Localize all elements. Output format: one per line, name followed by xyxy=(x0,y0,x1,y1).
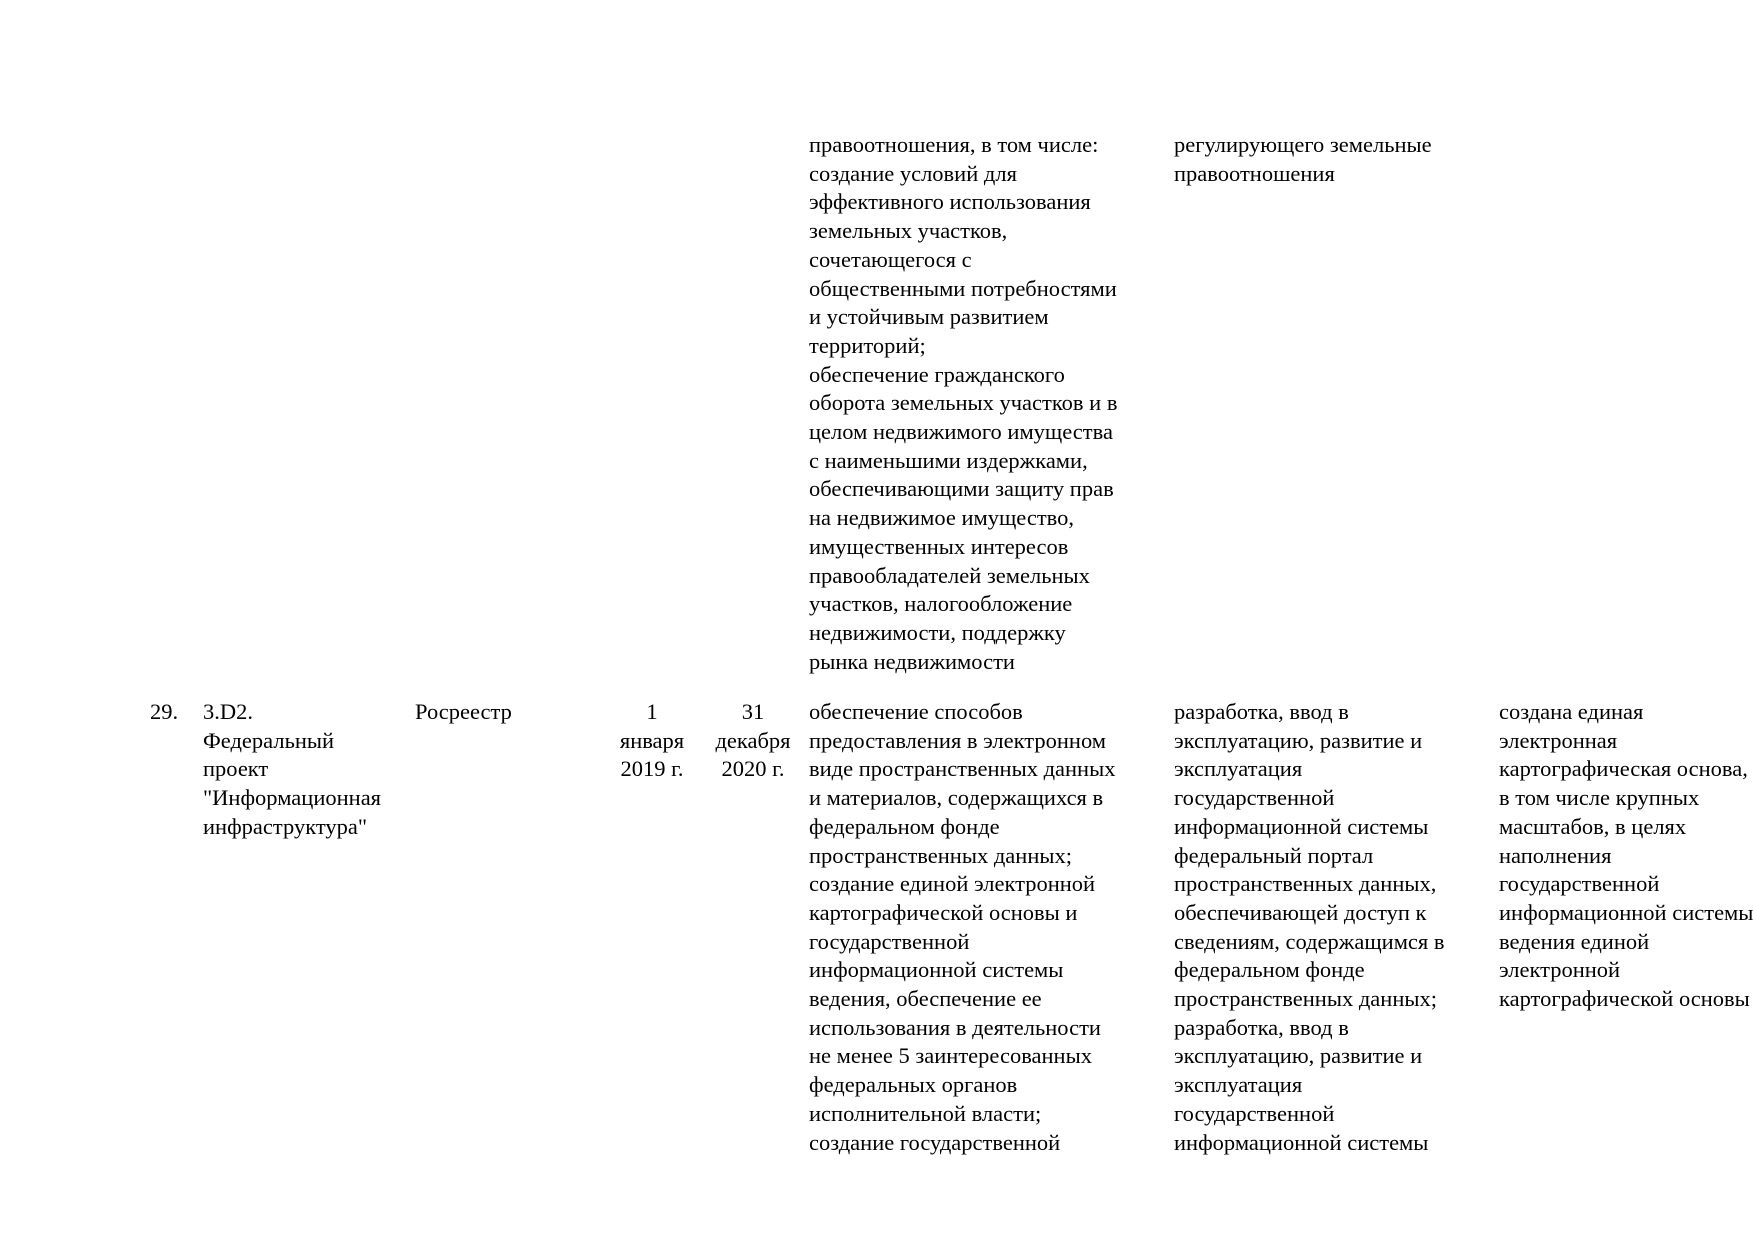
continuation-measure-cell: правоотношения, в том числе: создание условий для эффективного использования земельных участков, сочетающегося с общественными потребностями и устойчивым развитием территорий; обеспечение гражданского оборота земельных участков и в целом недвижимого имущества с наименьшими издержками, обеспечивающими защиту прав на недвижимое имущество, имущественных интересов правообладателей земельных участков, налогообложение недвижимости, поддержку рынка недвижимости xyxy=(809,132,1118,674)
row-29-executor: Росреестр xyxy=(415,699,512,724)
row-29-name: 3.D2. Федеральный проект "Информационная инфраструктура" xyxy=(203,699,382,839)
row-29-end-date: 31 декабря 2020 г. xyxy=(715,699,791,782)
row-29-measure: обеспечение способов предоставления в электронном виде пространственных данных и материалов, содержащихся в федеральном фонде пространственных данных; создание единой электронной картографической основы и государственной информационной системы ведения, обеспечение ее использования в деятельности не менее 5 заинтересованных федеральных органов исполнительной власти; создание государственной xyxy=(809,699,1116,1155)
row-29-start-date: 1 января 2019 г. xyxy=(619,699,685,782)
continuation-result-cell: регулирующего земельные правоотношения xyxy=(1174,132,1432,186)
row-29-outcome: создана единая электронная картографическая основа, в том числе крупных масштабов, в целях наполнения государственной информационной системы ведения единой электронной картографической основы xyxy=(1499,699,1754,1012)
row-29-number: 29. xyxy=(150,699,179,724)
row-29-result: разработка, ввод в эксплуатацию, развитие и эксплуатация государственной информационной системы федеральный портал пространственных данных, обеспечивающей доступ к сведениям, содержащимся в федеральном фонде пространственных данных; разработка, ввод в эксплуатацию, развитие и эксплуатация государственной информационной системы xyxy=(1174,699,1445,1155)
